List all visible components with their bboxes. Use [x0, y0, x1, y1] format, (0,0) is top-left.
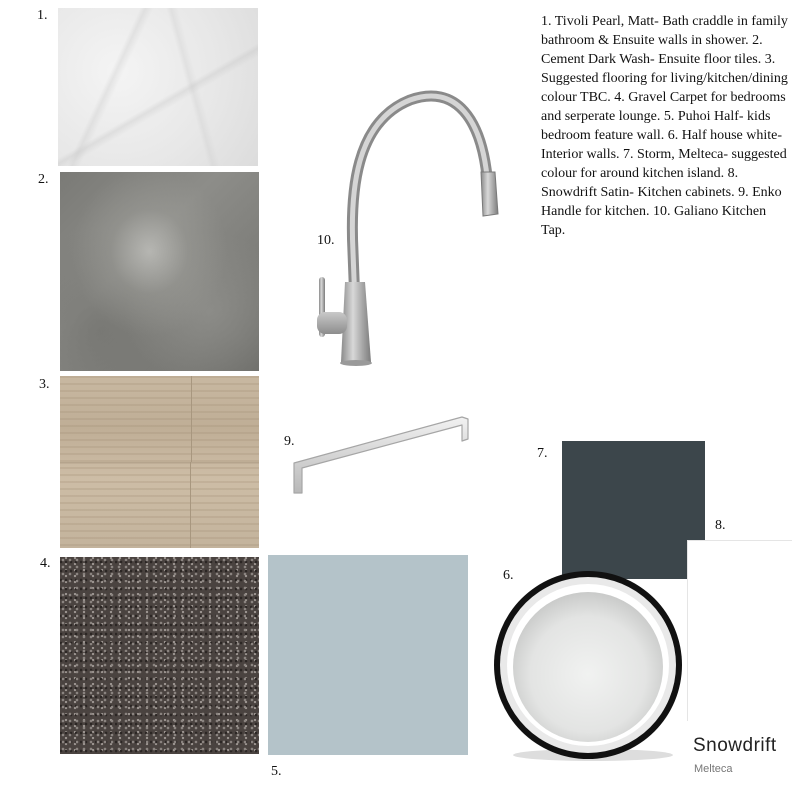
- paint-tin-icon: [488, 565, 688, 765]
- kitchen-tap-icon: [305, 82, 510, 367]
- wood-flooring-swatch: [60, 376, 259, 548]
- label-9: 9.: [284, 434, 295, 449]
- tivoli-pearl-marble-swatch: [58, 8, 258, 166]
- paint-name: Snowdrift: [693, 735, 777, 756]
- label-6: 6.: [503, 568, 514, 583]
- storm-melteca-swatch: [562, 441, 705, 579]
- material-notes: 1. Tivoli Pearl, Matt- Bath craddle in family bathroom & Ensuite walls in shower. 2. Cement Dark Wash- Ensuite floor tiles. 3. Suggested flooring for living/kitchen/dining colour TBC. 4. Gravel Carpet for bedrooms and serperate lounge. 5. Puhoi Half- kids bedroom feature wall. 6. Half house white- Interior walls. 7. Storm, Melteca- suggested colour for around kitchen island. 8. Snowdrift Satin- Kitchen cabinets. 9. Enko Handle for kitchen. 10. Galiano Kitchen Tap.: [541, 14, 788, 238]
- label-4: 4.: [40, 556, 51, 571]
- snowdrift-swatch-card: [687, 540, 792, 721]
- label-5: 5.: [271, 764, 282, 779]
- wood-plank-seam: [190, 462, 191, 548]
- label-2: 2.: [38, 172, 49, 187]
- label-3: 3.: [39, 377, 50, 392]
- wood-plank-seam: [191, 376, 192, 462]
- gravel-carpet-swatch: [60, 557, 259, 754]
- puhoi-half-swatch: [268, 555, 468, 755]
- label-1: 1.: [37, 8, 48, 23]
- label-10: 10.: [317, 233, 335, 248]
- paint-brand: Melteca: [694, 763, 733, 775]
- cabinet-handle-icon: [286, 405, 476, 505]
- label-8: 8.: [715, 518, 726, 533]
- cement-dark-wash-swatch: [60, 172, 259, 371]
- label-7: 7.: [537, 446, 548, 461]
